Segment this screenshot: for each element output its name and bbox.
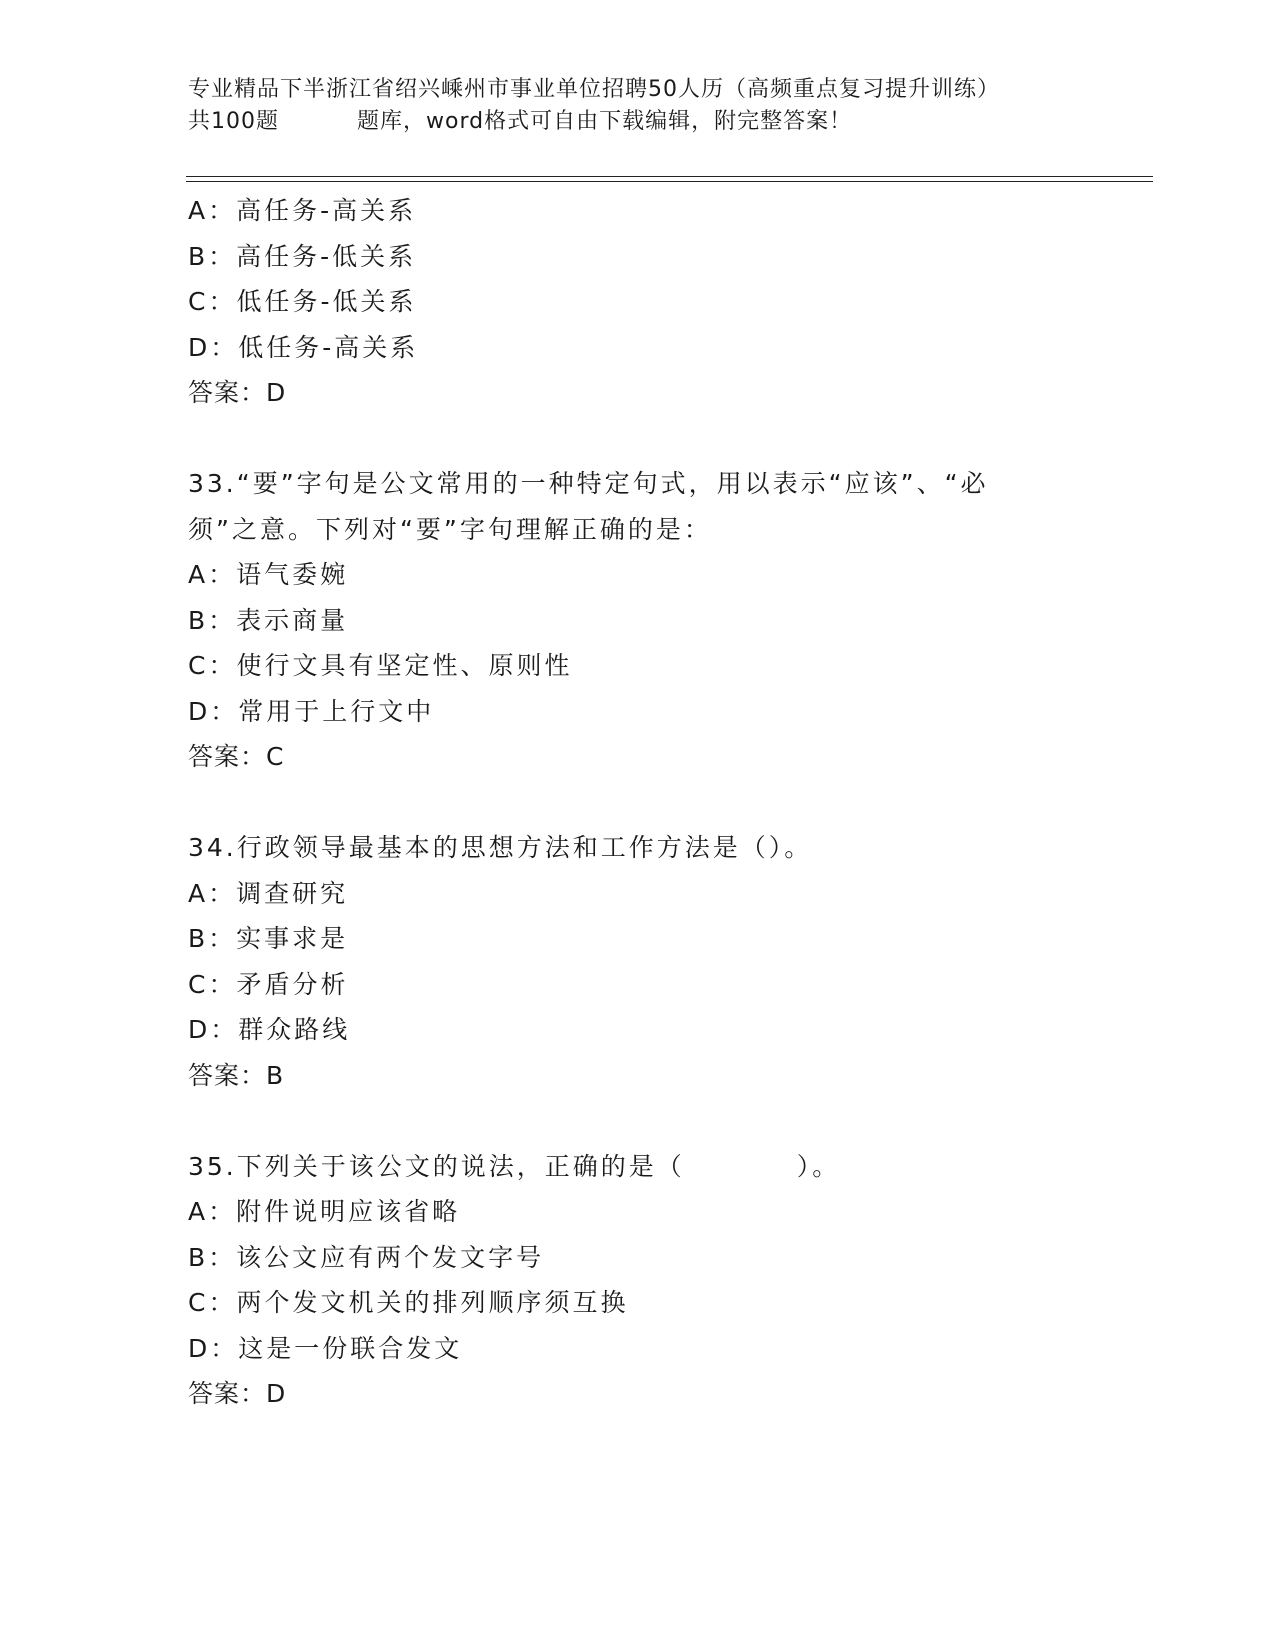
option-c: C：低任务-低关系: [188, 287, 417, 316]
header-question-count: 共100题: [188, 109, 279, 134]
header-divider-bottom: [186, 181, 1153, 182]
option-a: A：语气委婉: [188, 560, 349, 589]
option-c: C：矛盾分析: [188, 969, 349, 999]
option-b: B：实事求是: [188, 924, 349, 953]
question-title: 34.行政领导最基本的思想方法和工作方法是（）。: [188, 833, 813, 862]
option-c: C：使行文具有坚定性、原则性: [188, 651, 573, 680]
question-title-line-1: 33.“要”字句是公文常用的一种特定句式，用以表示“应该”、“必: [188, 469, 989, 498]
option-a: A：调查研究: [188, 878, 349, 908]
question-33: [188, 461, 1118, 780]
answer: 答案：C: [188, 742, 285, 771]
option-d: D：低任务-高关系: [188, 332, 419, 362]
question-list: [188, 188, 1118, 1417]
question-35: [188, 1144, 1118, 1417]
option-b: B：高任务-低关系: [188, 241, 417, 271]
option-d: D：常用于上行文中: [188, 696, 435, 726]
question-title-line-2: 须”之意。下列对“要”字句理解正确的是：: [188, 514, 712, 544]
question-34: [188, 825, 1118, 1098]
header-title: 专业精品下半浙江省绍兴嵊州市事业单位招聘50人历（高频重点复习提升训练）: [188, 77, 1000, 102]
option-d: D：群众路线: [188, 1015, 351, 1044]
header-divider-top: [186, 176, 1153, 177]
answer: 答案：B: [188, 1060, 285, 1090]
option-b: B：表示商量: [188, 605, 349, 635]
document-header: [188, 74, 1118, 138]
option-c: C：两个发文机关的排列顺序须互换: [188, 1288, 629, 1317]
option-b: B：该公文应有两个发文字号: [188, 1242, 545, 1272]
header-description: 题库，word格式可自由下载编辑，附完整答案！: [357, 109, 853, 134]
header-subtitle: [188, 106, 1118, 138]
question-title: 35.下列关于该公文的说法，正确的是（ ）。: [188, 1151, 841, 1181]
option-a: A：高任务-高关系: [188, 196, 417, 225]
question-32: [188, 188, 1118, 416]
answer: 答案：D: [188, 1379, 287, 1408]
option-d: D：这是一份联合发文: [188, 1333, 463, 1363]
option-a: A：附件说明应该省略: [188, 1197, 461, 1226]
answer: 答案：D: [188, 378, 287, 407]
